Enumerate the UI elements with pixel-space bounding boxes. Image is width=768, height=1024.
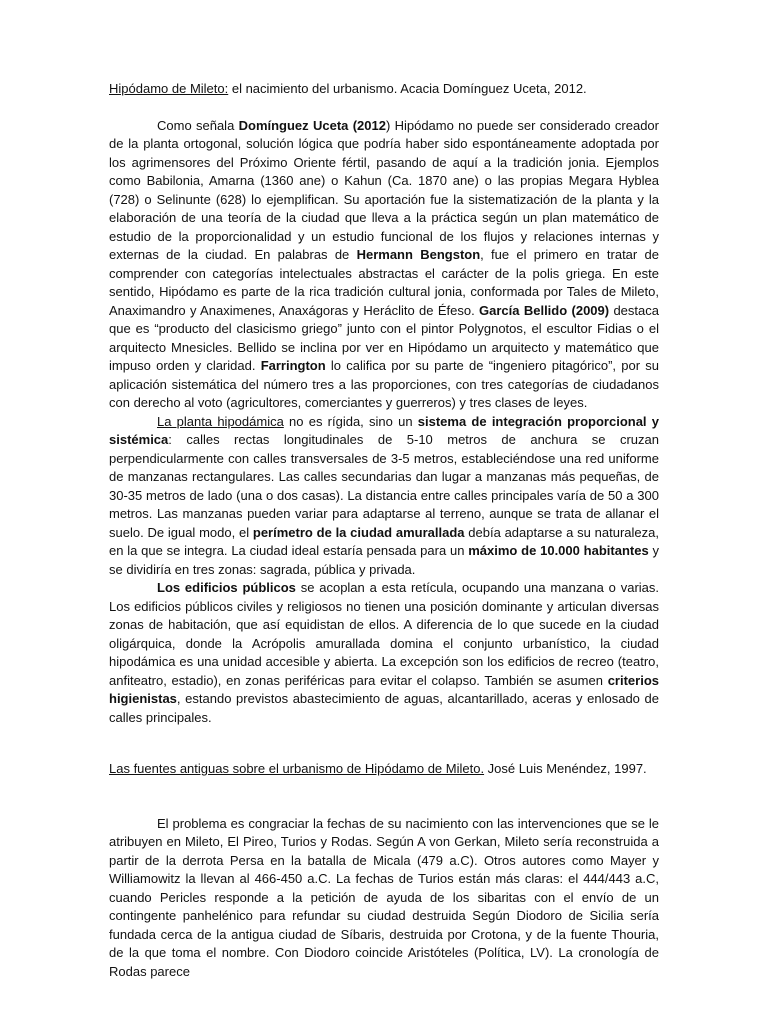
bold-text: perímetro de la ciudad amurallada — [252, 524, 465, 540]
paragraph-planta-hipodamica — [109, 413, 659, 580]
text-run: no es rígida, sino un — [283, 413, 418, 429]
paragraph-cronologia — [109, 815, 659, 982]
text-run: , estando previstos abastecimiento de aguas, alcantarillado, aceras y enlosado de calles principales. — [109, 691, 659, 725]
bold-text: Farrington — [260, 358, 326, 373]
section-heading-hipodamo — [109, 80, 659, 99]
text-run: , fue el primero en tratar de comprender con categorías intelectuales abstractas el carácter de la polis griega. En este sentido, Hipódamo es parte de la rica tradición cultural jonia, conformada por Tales de Mileto, Anaximandro y Anaximenes, Anaxágoras y Heráclito de Éfeso. — [109, 247, 659, 318]
heading-rest-text: José Luis Menéndez, 1997. — [484, 761, 647, 776]
heading-rest-text: el nacimiento del urbanismo. Acacia Domínguez Uceta, 2012. — [228, 81, 587, 96]
bold-text: criterios higienistas — [109, 672, 659, 706]
bold-text: Hermann Bengston — [356, 247, 481, 262]
heading-link-text: Las fuentes antiguas sobre el urbanismo de Hipódamo de Mileto. — [109, 761, 485, 776]
bold-text: Los edificios públicos — [157, 580, 296, 595]
section-heading-fuentes — [109, 760, 659, 779]
bold-text: máximo de 10.000 habitantes — [468, 543, 649, 558]
text-run: lo califica por su parte de “ingeniero pitagórico”, por su aplicación sistemática del número tres a las proporciones, con tres categorías de ciudadanos con derecho al voto (agricultores, comerciantes y guerreros) y tres clases de leyes. — [109, 358, 659, 410]
text-run: : calles rectas longitudinales de 5-10 metros de anchura se cruzan perpendicularmente con calles transversales de 3-5 metros, estableciéndose una red uniforme de manzanas rectangulares. Las calles secundarias dan lugar a manzanas más pequeñas, de 30-35 metros de lado (una o dos casas). La distancia entre calles principales varía de 50 a 300 metros. Las manzanas pueden variar para adaptarse al terreno, aunque se trata de allanar el suelo. De igual modo, el — [109, 432, 659, 540]
text-run: El problema es congraciar la fechas de su nacimiento con las intervenciones que se le atribuyen en Mileto, El Pireo, Turios y Rodas. Según A von Gerkan, Mileto sería reconstruida a partir de la derrota Persa en la batalla de Micala (479 a.C). Otros autores como Mayer y Williamowitz la llevan al 466-450 a.C. La fechas de Turios están más claras: el 444/443 a.C, cuando Pericles responde a la petición de ayuda de los sibaritas con el envío de un contingente panhelénico para refundar su ciudad destruida Según Diodoro de Sicilia sería fundada cerca de la antigua ciudad de Síbaris, destruida por Crotona, y de la fuente Thouria, de la que toma el nombre. Con Diodoro coincide Aristóteles (Política, LV). La cronología de Rodas parece — [109, 815, 659, 979]
underlined-text: La planta hipodámica — [157, 413, 284, 429]
paragraph-edificios-publicos — [109, 579, 659, 727]
document-page — [109, 80, 659, 981]
bold-text: Domínguez Uceta (2012 — [238, 117, 386, 133]
text-run: debía adaptarse a su naturaleza, en la que se integra. La ciudad ideal estaría pensada para un — [109, 524, 659, 558]
text-run: Como señala — [157, 117, 239, 133]
bold-text: sistema de integración proporcional y sistémica — [109, 413, 659, 447]
text-run: y se dividiría en tres zonas: sagrada, pública y privada. — [109, 543, 659, 577]
text-run: ) Hipódamo no puede ser considerado creador de la planta ortogonal, solución lógica que podría haber sido espontáneamente adoptada por los agrimensores del Próximo Oriente fértil, pasando de aquí a la tradición jonia. Ejemplos como Babilonia, Amarna (1360 ane) o Kahun (Ca. 1870 ane) o las propias Megara Hyblea (728) o Selinunte (628) lo ejemplifican. Su aportación fue la sistematización de la planta y la elaboración de una teoría de la ciudad que lleva a la práctica según un plan matemático de estudio de la proporcionalidad y un estudio funcional de los flujos y relaciones internas y externas de la ciudad. En palabras de — [109, 117, 659, 262]
text-run: destaca que es “producto del clasicismo griego” junto con el pintor Polygnotos, el escultor Fidias o el arquitecto Mnesicles. Bellido se inclina por ver en Hipódamo un arquitecto y matemático que impuso orden y claridad. — [109, 302, 659, 373]
bold-text: García Bellido (2009) — [479, 302, 610, 318]
text-run: se acoplan a esta retícula, ocupando una manzana o varias. Los edificios públicos civiles y religiosos no tienen una posición dominante y articulan diversas zonas de habitación, que así equidistan de ellos. A diferencia de lo que sucede en la ciudad oligárquica, donde la Acrópolis amurallada domina el conjunto urbanístico, la ciudad hipodámica es una unidad accesible y abierta. La excepción son los edificios de recreo (teatro, anfiteatro, estadio), en zonas periféricas para evitar el colapso. También se asumen — [109, 580, 659, 688]
heading-link-text: Hipódamo de Mileto: — [109, 81, 229, 96]
paragraph-intro — [109, 117, 659, 413]
